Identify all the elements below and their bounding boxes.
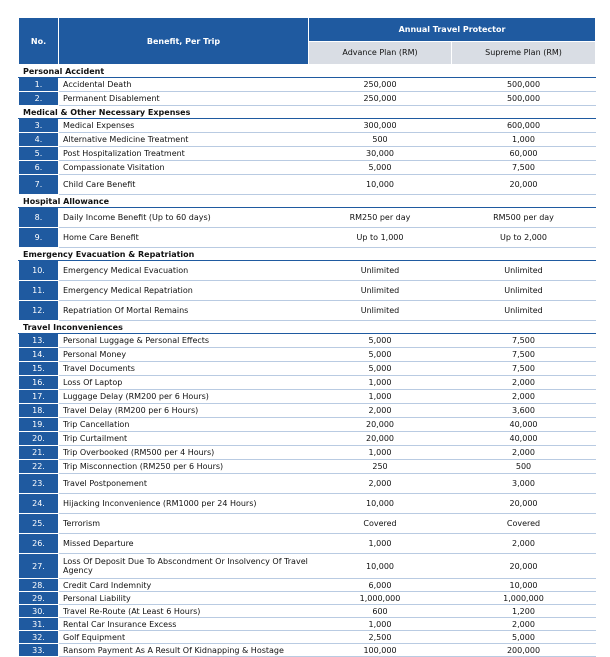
section-title: Personal Accident <box>19 65 596 78</box>
supreme-plan-value: 2,000 <box>452 376 596 390</box>
advance-plan-value: 500 <box>309 133 452 147</box>
advance-plan-value: 250,000 <box>309 78 452 92</box>
table-row <box>19 175 596 195</box>
benefits-table <box>18 17 596 657</box>
advance-plan-value: Up to 1,000 <box>309 228 452 248</box>
table-row <box>19 460 596 474</box>
benefit-name: Trip Curtailment <box>59 432 309 446</box>
supreme-plan-value: 20,000 <box>452 175 596 195</box>
benefit-name: Trip Overbooked (RM500 per 4 Hours) <box>59 446 309 460</box>
table-row <box>19 534 596 554</box>
benefit-name: Loss Of Laptop <box>59 376 309 390</box>
table-row <box>19 474 596 494</box>
supreme-plan-value: 5,000 <box>452 631 596 644</box>
row-number: 9. <box>19 228 59 248</box>
supreme-plan-value: Covered <box>452 514 596 534</box>
supreme-plan-value: 3,600 <box>452 404 596 418</box>
benefit-name: Luggage Delay (RM200 per 6 Hours) <box>59 390 309 404</box>
benefit-name: Accidental Death <box>59 78 309 92</box>
supreme-plan-value: 2,000 <box>452 390 596 404</box>
benefit-name: Home Care Benefit <box>59 228 309 248</box>
row-number: 17. <box>19 390 59 404</box>
benefit-name: Travel Documents <box>59 362 309 376</box>
header-advance-plan: Advance Plan (RM) <box>309 41 452 65</box>
advance-plan-value: 1,000 <box>309 376 452 390</box>
row-number: 21. <box>19 446 59 460</box>
supreme-plan-value: 7,500 <box>452 362 596 376</box>
table-row <box>19 618 596 631</box>
header-no: No. <box>19 18 59 65</box>
section-row <box>19 106 596 119</box>
row-number: 27. <box>19 554 59 579</box>
benefit-name: Trip Misconnection (RM250 per 6 Hours) <box>59 460 309 474</box>
table-row <box>19 644 596 657</box>
supreme-plan-value: 10,000 <box>452 579 596 592</box>
benefit-name: Hijacking Inconvenience (RM1000 per 24 Hours) <box>59 494 309 514</box>
benefit-name: Travel Delay (RM200 per 6 Hours) <box>59 404 309 418</box>
table-row <box>19 334 596 348</box>
section-row <box>19 195 596 208</box>
benefit-name: Repatriation Of Mortal Remains <box>59 301 309 321</box>
table-row <box>19 554 596 579</box>
table-row <box>19 161 596 175</box>
advance-plan-value: 10,000 <box>309 554 452 579</box>
advance-plan-value: 1,000 <box>309 446 452 460</box>
row-number: 14. <box>19 348 59 362</box>
row-number: 32. <box>19 631 59 644</box>
supreme-plan-value: Up to 2,000 <box>452 228 596 248</box>
advance-plan-value: 600 <box>309 605 452 618</box>
row-number: 1. <box>19 78 59 92</box>
table-row <box>19 432 596 446</box>
advance-plan-value: 300,000 <box>309 119 452 133</box>
benefit-name: Terrorism <box>59 514 309 534</box>
supreme-plan-value: 2,000 <box>452 534 596 554</box>
supreme-plan-value: 40,000 <box>452 418 596 432</box>
section-title: Travel Inconveniences <box>19 321 596 334</box>
row-number: 33. <box>19 644 59 657</box>
supreme-plan-value: 20,000 <box>452 554 596 579</box>
supreme-plan-value: Unlimited <box>452 281 596 301</box>
advance-plan-value: 5,000 <box>309 362 452 376</box>
section-row <box>19 248 596 261</box>
table-row <box>19 494 596 514</box>
table-row <box>19 133 596 147</box>
row-number: 13. <box>19 334 59 348</box>
advance-plan-value: 1,000,000 <box>309 592 452 605</box>
table-row <box>19 514 596 534</box>
supreme-plan-value: 7,500 <box>452 161 596 175</box>
row-number: 4. <box>19 133 59 147</box>
header-plan-group: Annual Travel Protector <box>309 18 596 42</box>
section-title: Emergency Evacuation & Repatriation <box>19 248 596 261</box>
benefit-name: Personal Luggage & Personal Effects <box>59 334 309 348</box>
benefit-name: Travel Re-Route (At Least 6 Hours) <box>59 605 309 618</box>
supreme-plan-value: 200,000 <box>452 644 596 657</box>
benefit-name: Post Hospitalization Treatment <box>59 147 309 161</box>
benefit-name: Personal Liability <box>59 592 309 605</box>
advance-plan-value: 5,000 <box>309 334 452 348</box>
supreme-plan-value: 2,000 <box>452 446 596 460</box>
benefit-name: Emergency Medical Evacuation <box>59 261 309 281</box>
supreme-plan-value: RM500 per day <box>452 208 596 228</box>
advance-plan-value: 10,000 <box>309 175 452 195</box>
advance-plan-value: 1,000 <box>309 534 452 554</box>
table-row <box>19 92 596 106</box>
benefit-name: Permanent Disablement <box>59 92 309 106</box>
supreme-plan-value: Unlimited <box>452 261 596 281</box>
benefit-name: Emergency Medical Repatriation <box>59 281 309 301</box>
supreme-plan-value: Unlimited <box>452 301 596 321</box>
row-number: 20. <box>19 432 59 446</box>
supreme-plan-value: 40,000 <box>452 432 596 446</box>
supreme-plan-value: 2,000 <box>452 618 596 631</box>
advance-plan-value: 5,000 <box>309 161 452 175</box>
benefit-name: Golf Equipment <box>59 631 309 644</box>
benefit-name: Ransom Payment As A Result Of Kidnapping & Hostage <box>59 644 309 657</box>
table-row <box>19 605 596 618</box>
section-row <box>19 65 596 78</box>
benefit-name: Rental Car Insurance Excess <box>59 618 309 631</box>
row-number: 3. <box>19 119 59 133</box>
table-row <box>19 362 596 376</box>
row-number: 15. <box>19 362 59 376</box>
table-row <box>19 404 596 418</box>
table-row <box>19 228 596 248</box>
supreme-plan-value: 1,200 <box>452 605 596 618</box>
section-title: Medical & Other Necessary Expenses <box>19 106 596 119</box>
advance-plan-value: Unlimited <box>309 301 452 321</box>
advance-plan-value: 2,000 <box>309 404 452 418</box>
row-number: 8. <box>19 208 59 228</box>
advance-plan-value: 10,000 <box>309 494 452 514</box>
benefit-name: Medical Expenses <box>59 119 309 133</box>
table-row <box>19 376 596 390</box>
table-row <box>19 301 596 321</box>
advance-plan-value: Covered <box>309 514 452 534</box>
advance-plan-value: 1,000 <box>309 390 452 404</box>
row-number: 6. <box>19 161 59 175</box>
row-number: 2. <box>19 92 59 106</box>
table-row <box>19 348 596 362</box>
table-row <box>19 147 596 161</box>
supreme-plan-value: 1,000 <box>452 133 596 147</box>
row-number: 23. <box>19 474 59 494</box>
row-number: 29. <box>19 592 59 605</box>
benefit-name: Child Care Benefit <box>59 175 309 195</box>
table-row <box>19 261 596 281</box>
supreme-plan-value: 7,500 <box>452 334 596 348</box>
benefit-name: Credit Card Indemnity <box>59 579 309 592</box>
supreme-plan-value: 20,000 <box>452 494 596 514</box>
advance-plan-value: 2,500 <box>309 631 452 644</box>
row-number: 26. <box>19 534 59 554</box>
table-row <box>19 208 596 228</box>
row-number: 16. <box>19 376 59 390</box>
advance-plan-value: Unlimited <box>309 281 452 301</box>
table-row <box>19 631 596 644</box>
table-row <box>19 281 596 301</box>
benefit-name: Trip Cancellation <box>59 418 309 432</box>
row-number: 10. <box>19 261 59 281</box>
row-number: 18. <box>19 404 59 418</box>
row-number: 31. <box>19 618 59 631</box>
supreme-plan-value: 500 <box>452 460 596 474</box>
table-row <box>19 390 596 404</box>
advance-plan-value: 30,000 <box>309 147 452 161</box>
supreme-plan-value: 7,500 <box>452 348 596 362</box>
table-row <box>19 418 596 432</box>
section-title: Hospital Allowance <box>19 195 596 208</box>
row-number: 30. <box>19 605 59 618</box>
benefit-name: Compassionate Visitation <box>59 161 309 175</box>
row-number: 24. <box>19 494 59 514</box>
benefit-name: Alternative Medicine Treatment <box>59 133 309 147</box>
supreme-plan-value: 1,000,000 <box>452 592 596 605</box>
table-row <box>19 78 596 92</box>
advance-plan-value: RM250 per day <box>309 208 452 228</box>
section-row <box>19 321 596 334</box>
advance-plan-value: Unlimited <box>309 261 452 281</box>
benefit-name: Loss Of Deposit Due To Abscondment Or Insolvency Of Travel Agency <box>59 554 309 579</box>
benefit-name: Travel Postponement <box>59 474 309 494</box>
benefits-table-body <box>19 65 596 657</box>
benefits-table-container <box>18 17 595 657</box>
advance-plan-value: 250,000 <box>309 92 452 106</box>
table-row <box>19 446 596 460</box>
advance-plan-value: 20,000 <box>309 418 452 432</box>
supreme-plan-value: 3,000 <box>452 474 596 494</box>
table-row <box>19 579 596 592</box>
header-benefit: Benefit, Per Trip <box>59 18 309 65</box>
benefit-name: Daily Income Benefit (Up to 60 days) <box>59 208 309 228</box>
advance-plan-value: 2,000 <box>309 474 452 494</box>
benefit-name: Missed Departure <box>59 534 309 554</box>
advance-plan-value: 20,000 <box>309 432 452 446</box>
row-number: 11. <box>19 281 59 301</box>
row-number: 25. <box>19 514 59 534</box>
supreme-plan-value: 60,000 <box>452 147 596 161</box>
supreme-plan-value: 500,000 <box>452 92 596 106</box>
advance-plan-value: 250 <box>309 460 452 474</box>
row-number: 19. <box>19 418 59 432</box>
advance-plan-value: 5,000 <box>309 348 452 362</box>
row-number: 7. <box>19 175 59 195</box>
supreme-plan-value: 600,000 <box>452 119 596 133</box>
advance-plan-value: 1,000 <box>309 618 452 631</box>
row-number: 22. <box>19 460 59 474</box>
advance-plan-value: 100,000 <box>309 644 452 657</box>
row-number: 12. <box>19 301 59 321</box>
table-row <box>19 119 596 133</box>
advance-plan-value: 6,000 <box>309 579 452 592</box>
header-supreme-plan: Supreme Plan (RM) <box>452 41 596 65</box>
row-number: 28. <box>19 579 59 592</box>
table-row <box>19 592 596 605</box>
supreme-plan-value: 500,000 <box>452 78 596 92</box>
row-number: 5. <box>19 147 59 161</box>
benefit-name: Personal Money <box>59 348 309 362</box>
